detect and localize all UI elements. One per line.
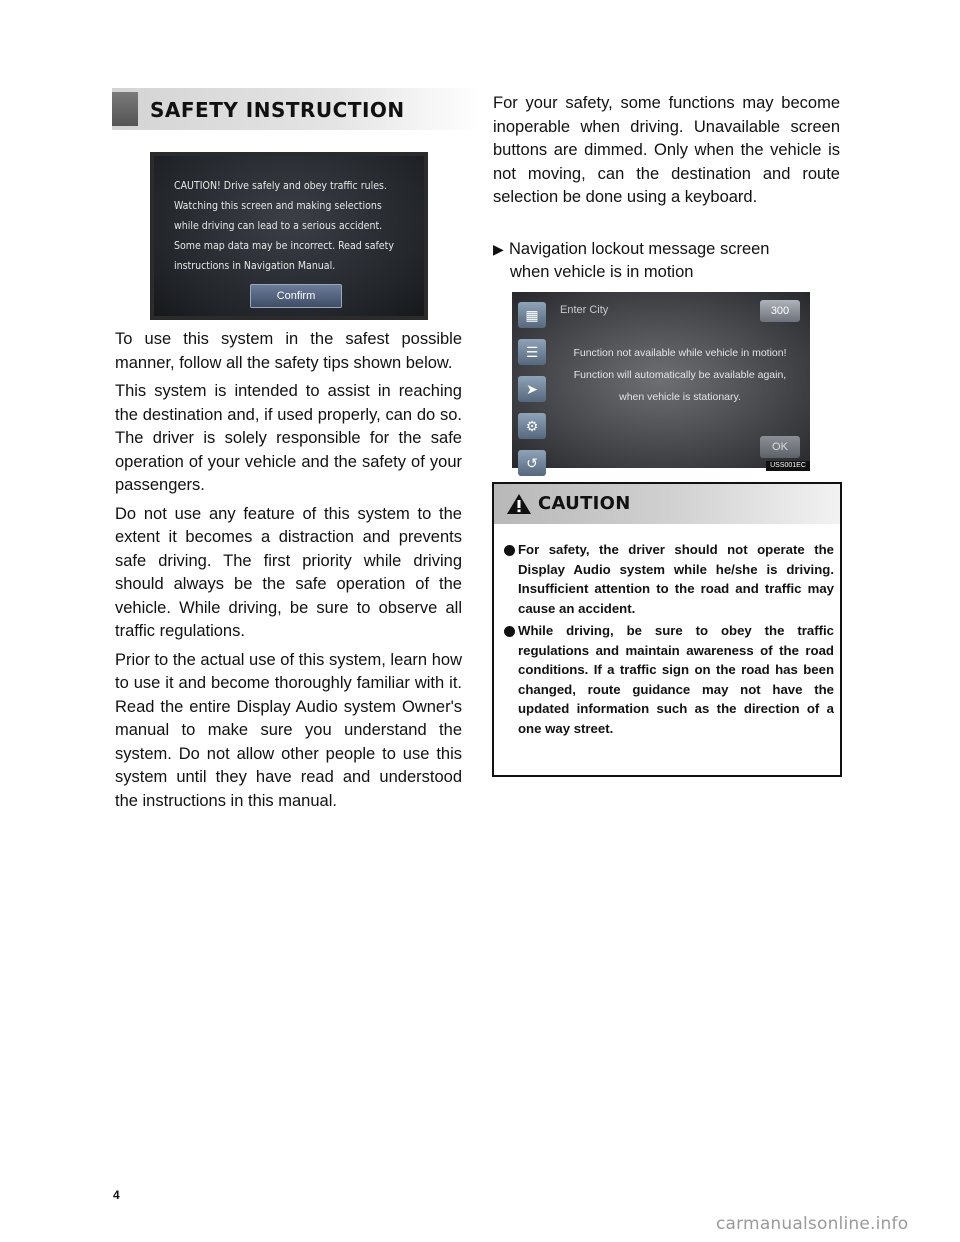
caution-item-text: For safety, the driver should not operate the Display Audio system while he/she is driving. Insufficient attention to the road and traffic may cause an accident.: [518, 542, 834, 616]
nav-lockout-screen-image: [512, 292, 810, 471]
caution-screen-message: [174, 176, 414, 276]
paragraph: To use this system in the safest possible manner, follow all the safety tips shown below.: [115, 330, 462, 372]
section-heading: SAFETY INSTRUCTION: [150, 98, 405, 122]
nav-lockout-message: Function not available while vehicle in motion! Function will automatically be available again, when vehicle is stationary.: [573, 347, 787, 403]
caution-box: [492, 482, 842, 777]
caution-screen-image: [150, 152, 428, 320]
nav-screen-title: Enter City: [560, 304, 609, 316]
caution-header: [494, 484, 840, 524]
caution-item: [504, 540, 834, 618]
left-column: [115, 328, 462, 818]
caution-item-text: While driving, be sure to obey the traffic regulations and maintain awareness of the road conditions. If a traffic sign on the road has been changed, route guidance may not have the updated information such as the direction of a one way street.: [518, 623, 834, 736]
right-column-paragraph: [493, 92, 840, 215]
confirm-button: Confirm: [250, 284, 342, 308]
paragraph: For your safety, some functions may become inoperable when driving. Unavailable screen buttons are dimmed. Only when the vehicle is not moving, can the destination and route selection be done using a keyboard.: [493, 94, 840, 206]
paragraph: This system is intended to assist in reaching the destination and, if used properly, can do so. The driver is solely responsible for the safe operation of your vehicle and the safety of your passengers.: [115, 382, 462, 494]
page-number: 4: [113, 1188, 120, 1202]
bullet-icon: [504, 545, 515, 556]
lockout-heading-line1: Navigation lockout message screen: [509, 240, 770, 258]
gear-icon: ⚙: [518, 413, 546, 439]
warning-triangle-icon: [506, 493, 532, 515]
nav-ok-button: OK: [760, 436, 800, 458]
compass-icon: ➤: [518, 376, 546, 402]
caution-screen-line: while driving can lead to a serious accident.: [174, 220, 383, 232]
paragraph: Do not use any feature of this system to the extent it becomes a distraction and prevents safe driving. The first priority while driving should always be the safe operation of the vehicle. While driving, be sure to observe all traffic regulations.: [115, 504, 462, 640]
nav-count-badge: 300: [760, 300, 800, 322]
image-code-label: USS001EC: [766, 461, 810, 471]
lockout-heading: [493, 238, 840, 284]
back-arrow-icon: ↺: [518, 450, 546, 476]
nav-side-buttons: [518, 302, 552, 471]
heading-marker: [112, 92, 138, 126]
list-icon: ☰: [518, 339, 546, 365]
bullet-icon: [504, 626, 515, 637]
paragraph: Prior to the actual use of this system, learn how to use it and become thoroughly familiar with it. Read the entire Display Audio system Owner's manual to make sure you understand the system. Do not allow other people to use this system until they have read and understood the instructions in this manual.: [115, 650, 462, 810]
caution-screen-line: Watching this screen and making selections: [174, 200, 382, 212]
caution-list: [504, 540, 834, 741]
caution-screen-line: instructions in Navigation Manual.: [174, 260, 336, 272]
caution-title: CAUTION: [538, 493, 631, 514]
caution-screen-line: Some map data may be incorrect. Read safety: [174, 240, 394, 252]
triangle-bullet-icon: ▶: [493, 241, 504, 257]
lockout-heading-line2: when vehicle is in motion: [510, 263, 694, 281]
map-icon: ▦: [518, 302, 546, 328]
caution-screen-line: CAUTION! Drive safely and obey traffic rules.: [174, 180, 387, 192]
watermark: carmanualsonline.info: [716, 1214, 909, 1234]
caution-item: [504, 621, 834, 738]
